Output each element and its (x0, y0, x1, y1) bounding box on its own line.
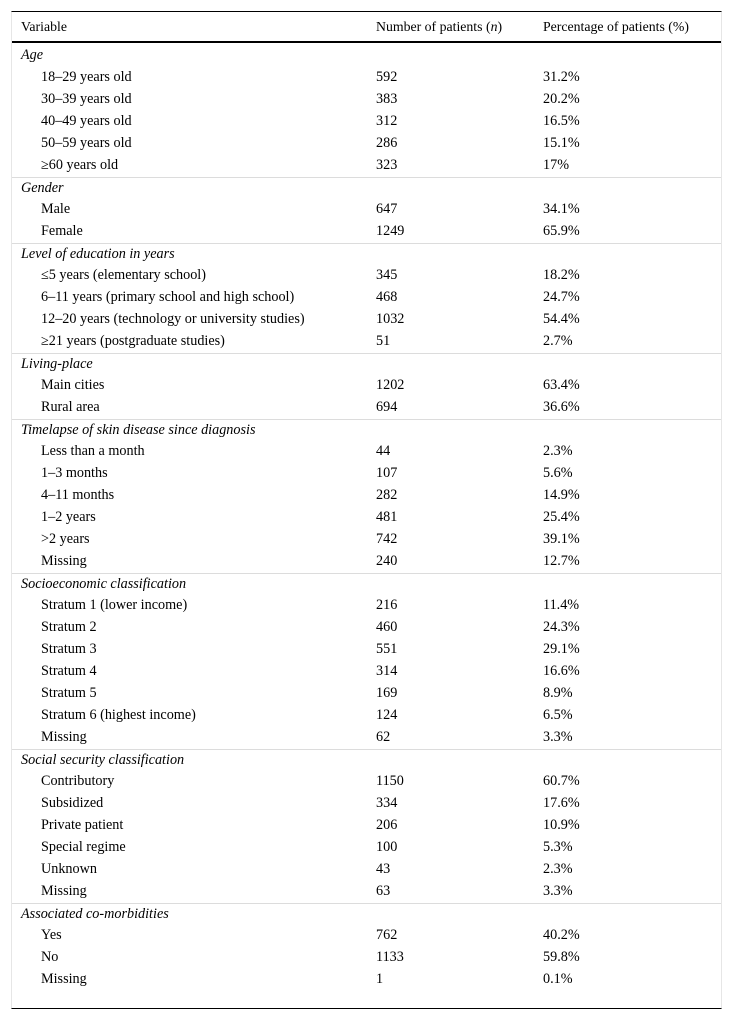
table-row (12, 441, 721, 463)
section-row (12, 419, 721, 442)
row-count: 1249 (376, 223, 405, 239)
row-percentage: 5.6% (543, 465, 573, 481)
row-percentage: 6.5% (543, 707, 573, 723)
row-label: Yes (41, 927, 62, 943)
row-label: Female (41, 223, 83, 239)
row-percentage: 25.4% (543, 509, 580, 525)
table-row (12, 925, 721, 947)
table-row (12, 485, 721, 507)
section-row (12, 45, 721, 67)
table-row (12, 67, 721, 89)
row-count: 240 (376, 553, 398, 569)
section-title: Timelapse of skin disease since diagnosis (21, 422, 256, 438)
table-row (12, 309, 721, 331)
table-row (12, 727, 721, 749)
section-row (12, 353, 721, 376)
row-label: Main cities (41, 377, 105, 393)
table-row (12, 155, 721, 177)
row-percentage: 14.9% (543, 487, 580, 503)
table-row (12, 705, 721, 727)
table-row (12, 947, 721, 969)
row-percentage: 59.8% (543, 949, 580, 965)
row-percentage: 12.7% (543, 553, 580, 569)
row-count: 694 (376, 399, 398, 415)
row-count: 51 (376, 333, 391, 349)
row-label: Stratum 2 (41, 619, 97, 635)
row-percentage: 16.5% (543, 113, 580, 129)
table-row (12, 595, 721, 617)
row-percentage: 29.1% (543, 641, 580, 657)
row-count: 323 (376, 157, 398, 173)
row-label: Stratum 3 (41, 641, 97, 657)
row-label: ≥60 years old (41, 157, 119, 173)
table-row (12, 859, 721, 881)
row-percentage: 8.9% (543, 685, 573, 701)
row-count: 762 (376, 927, 398, 943)
row-percentage: 20.2% (543, 91, 580, 107)
table-row (12, 111, 721, 133)
row-count: 647 (376, 201, 398, 217)
row-percentage: 16.6% (543, 663, 580, 679)
section-title: Associated co-morbidities (21, 906, 169, 922)
row-label: Private patient (41, 817, 124, 833)
table-row (12, 969, 721, 991)
row-percentage: 17% (543, 157, 570, 173)
row-percentage: 2.3% (543, 443, 573, 459)
row-percentage: 65.9% (543, 223, 580, 239)
row-label: Missing (41, 883, 87, 899)
row-percentage: 0.1% (543, 971, 573, 987)
row-count: 481 (376, 509, 398, 525)
row-count: 1133 (376, 949, 404, 965)
row-label: Missing (41, 553, 87, 569)
row-count: 334 (376, 795, 398, 811)
table-row (12, 771, 721, 793)
table-row (12, 639, 721, 661)
row-count: 169 (376, 685, 398, 701)
row-label: Stratum 5 (41, 685, 97, 701)
table-row (12, 375, 721, 397)
row-percentage: 63.4% (543, 377, 580, 393)
row-count: 383 (376, 91, 398, 107)
table-row (12, 199, 721, 221)
row-percentage: 18.2% (543, 267, 580, 283)
table-header (12, 12, 721, 43)
table-row (12, 661, 721, 683)
table-row (12, 265, 721, 287)
row-percentage: 10.9% (543, 817, 580, 833)
row-percentage: 60.7% (543, 773, 580, 789)
table-row (12, 815, 721, 837)
row-count: 44 (376, 443, 391, 459)
row-label: Less than a month (41, 443, 145, 459)
header-percentage: Percentage of patients (%) (543, 19, 689, 34)
row-label: 12–20 years (technology or university studies) (41, 311, 305, 327)
table-row (12, 507, 721, 529)
table-row (12, 529, 721, 551)
row-count: 1150 (376, 773, 404, 789)
row-count: 43 (376, 861, 391, 877)
row-percentage: 34.1% (543, 201, 580, 217)
row-count: 286 (376, 135, 398, 151)
row-label: 4–11 months (41, 487, 115, 503)
row-label: ≥21 years (postgraduate studies) (41, 333, 225, 349)
table-row (12, 331, 721, 353)
row-count: 551 (376, 641, 398, 657)
row-count: 345 (376, 267, 398, 283)
row-percentage: 40.2% (543, 927, 580, 943)
section-row (12, 903, 721, 926)
row-label: Stratum 4 (41, 663, 97, 679)
table-row (12, 133, 721, 155)
row-count: 63 (376, 883, 391, 899)
row-count: 107 (376, 465, 398, 481)
row-count: 62 (376, 729, 391, 745)
row-label: 6–11 years (primary school and high school) (41, 289, 295, 305)
row-percentage: 3.3% (543, 883, 573, 899)
row-count: 282 (376, 487, 398, 503)
header-number-text: Number of patients ( (376, 19, 491, 34)
row-label: Subsidized (41, 795, 104, 811)
table-row (12, 881, 721, 903)
row-percentage: 31.2% (543, 69, 580, 85)
row-percentage: 15.1% (543, 135, 580, 151)
row-label: >2 years (41, 531, 90, 547)
row-count: 124 (376, 707, 398, 723)
row-percentage: 11.4% (543, 597, 580, 613)
row-percentage: 17.6% (543, 795, 580, 811)
row-label: Stratum 6 (highest income) (41, 707, 196, 723)
row-label: ≤5 years (elementary school) (41, 267, 206, 283)
section-row (12, 177, 721, 200)
row-label: Missing (41, 971, 87, 987)
table-row (12, 793, 721, 815)
data-table (11, 11, 722, 1009)
row-count: 312 (376, 113, 398, 129)
row-percentage: 54.4% (543, 311, 580, 327)
row-label: 1–2 years (41, 509, 96, 525)
row-label: Rural area (41, 399, 100, 415)
row-count: 1032 (376, 311, 405, 327)
table-row (12, 287, 721, 309)
row-count: 1202 (376, 377, 405, 393)
row-label: Missing (41, 729, 87, 745)
header-number-close: ) (497, 19, 503, 34)
row-label: Contributory (41, 773, 115, 789)
table-row (12, 617, 721, 639)
section-title: Social security classification (21, 752, 185, 768)
section-title: Level of education in years (21, 246, 175, 262)
table-row (12, 89, 721, 111)
table-row (12, 837, 721, 859)
table-row (12, 683, 721, 705)
row-label: 18–29 years old (41, 69, 132, 85)
row-percentage: 5.3% (543, 839, 573, 855)
row-percentage: 2.7% (543, 333, 573, 349)
row-label: Stratum 1 (lower income) (41, 597, 188, 613)
row-count: 314 (376, 663, 398, 679)
row-percentage: 24.3% (543, 619, 580, 635)
section-title: Socioeconomic classification (21, 576, 187, 592)
row-count: 1 (376, 971, 384, 987)
table-row (12, 397, 721, 419)
row-percentage: 2.3% (543, 861, 573, 877)
row-percentage: 3.3% (543, 729, 573, 745)
row-label: Male (41, 201, 71, 217)
row-label: Unknown (41, 861, 97, 877)
row-label: 50–59 years old (41, 135, 132, 151)
row-label: 1–3 months (41, 465, 108, 481)
section-title: Living-place (21, 356, 93, 372)
row-label: Special regime (41, 839, 126, 855)
section-row (12, 243, 721, 266)
section-title: Gender (21, 180, 64, 196)
table-row (12, 551, 721, 573)
row-label: No (41, 949, 59, 965)
row-percentage: 24.7% (543, 289, 580, 305)
section-title: Age (21, 47, 44, 63)
row-label: 30–39 years old (41, 91, 132, 107)
row-label: 40–49 years old (41, 113, 132, 129)
section-row (12, 573, 721, 596)
row-count: 216 (376, 597, 398, 613)
table-row (12, 463, 721, 485)
row-count: 100 (376, 839, 398, 855)
row-count: 460 (376, 619, 398, 635)
row-count: 206 (376, 817, 398, 833)
table-row (12, 221, 721, 243)
row-count: 592 (376, 69, 398, 85)
row-count: 742 (376, 531, 398, 547)
header-number-n: n (490, 19, 498, 34)
section-row (12, 749, 721, 772)
header-number-of-patients (376, 17, 502, 37)
row-percentage: 39.1% (543, 531, 580, 547)
row-percentage: 36.6% (543, 399, 580, 415)
header-variable: Variable (21, 19, 67, 34)
row-count: 468 (376, 289, 398, 305)
